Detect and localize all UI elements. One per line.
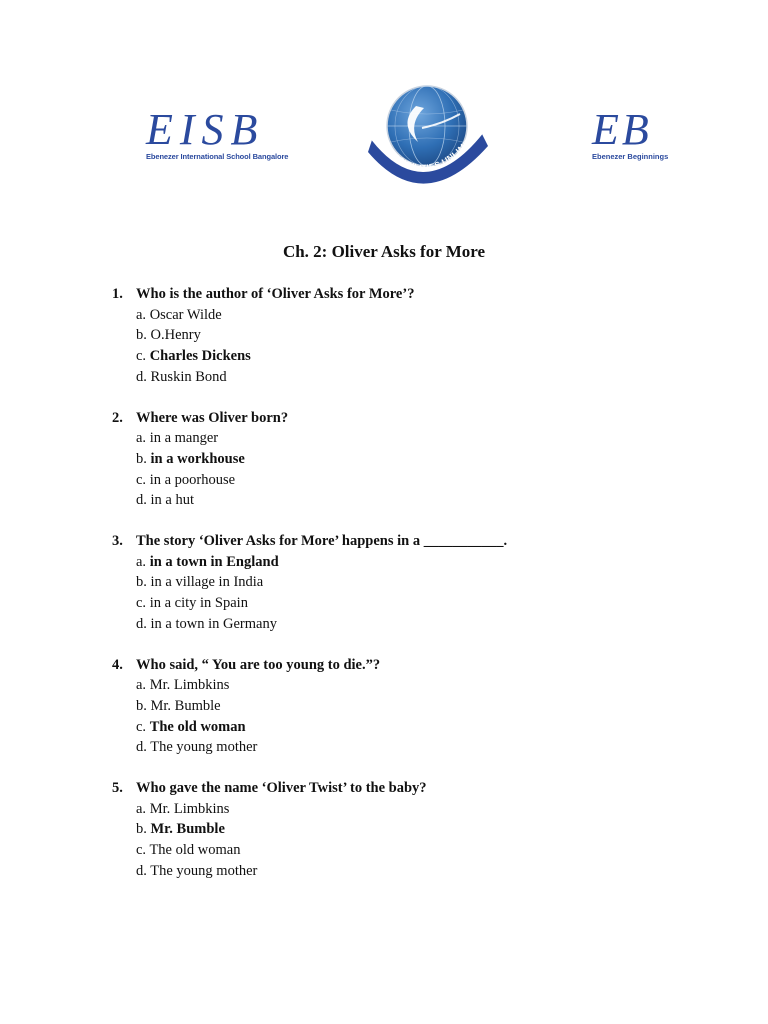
option-text: Mr. Limbkins <box>149 677 230 694</box>
option-letter: c. <box>136 471 147 488</box>
question-line <box>112 655 712 676</box>
answer-option <box>112 428 712 449</box>
answer-option-correct <box>112 449 712 470</box>
question-item <box>112 778 712 882</box>
option-letter: d. <box>136 368 147 385</box>
question-number: 3. <box>112 533 123 550</box>
option-text: The young mother <box>150 739 258 756</box>
answer-option-correct <box>112 346 712 367</box>
answer-option <box>112 367 712 388</box>
option-text: in a workhouse <box>150 450 245 467</box>
answer-option <box>112 840 712 861</box>
question-number: 4. <box>112 656 123 673</box>
answer-option <box>112 675 712 696</box>
answer-option-correct <box>112 717 712 738</box>
answer-option <box>112 614 712 635</box>
option-letter: d. <box>136 492 147 509</box>
question-item <box>112 284 712 388</box>
question-item <box>112 408 712 512</box>
option-text: The young mother <box>150 862 258 879</box>
option-text: in a poorhouse <box>149 471 236 488</box>
option-text: in a city in Spain <box>149 595 248 612</box>
option-text: Oscar Wilde <box>149 306 222 323</box>
option-letter: d. <box>136 739 147 756</box>
eisb-logo <box>146 105 306 161</box>
option-text: O.Henry <box>150 327 201 344</box>
option-text: in a hut <box>150 492 194 509</box>
option-text: in a town in Germany <box>150 615 277 632</box>
option-letter: b. <box>136 327 147 344</box>
answer-option-correct <box>112 552 712 573</box>
answer-option <box>112 325 712 346</box>
option-letter: a. <box>136 677 147 694</box>
option-text: Charles Dickens <box>149 348 251 365</box>
option-text: Ruskin Bond <box>150 368 227 385</box>
page-title: Ch. 2: Oliver Asks for More <box>282 242 486 261</box>
option-letter: c. <box>136 842 147 859</box>
option-letter: c. <box>136 595 147 612</box>
question-number: 5. <box>112 780 123 797</box>
question-number: 2. <box>112 409 123 426</box>
option-letter: d. <box>136 862 147 879</box>
option-text: Mr. Bumble <box>150 821 225 838</box>
option-text: The old woman <box>149 718 246 735</box>
question-line <box>112 284 712 305</box>
question-line <box>112 531 712 552</box>
option-letter: c. <box>136 348 147 365</box>
answer-option-correct <box>112 819 712 840</box>
option-letter: b. <box>136 697 147 714</box>
answer-option <box>112 572 712 593</box>
question-list <box>112 284 712 902</box>
answer-option <box>112 737 712 758</box>
answer-option <box>112 861 712 882</box>
option-letter: a. <box>136 306 147 323</box>
option-letter: a. <box>136 800 147 817</box>
answer-option <box>112 305 712 326</box>
question-item <box>112 531 712 635</box>
globe-emblem <box>364 84 490 196</box>
eb-logo <box>592 105 692 161</box>
option-text: Mr. Bumble <box>150 697 221 714</box>
answer-option <box>112 799 712 820</box>
option-letter: d. <box>136 615 147 632</box>
option-text: in a village in India <box>150 574 264 591</box>
option-text: in a manger <box>149 430 219 447</box>
question-text: The story ‘Oliver Asks for More’ happens in a ___________. <box>136 533 508 550</box>
option-letter: b. <box>136 450 147 467</box>
question-text: Who gave the name ‘Oliver Twist’ to the baby? <box>136 780 427 797</box>
globe-icon <box>364 84 490 196</box>
option-text: in a town in England <box>149 553 279 570</box>
option-letter: c. <box>136 718 147 735</box>
option-text: The old woman <box>149 842 241 859</box>
answer-option <box>112 593 712 614</box>
eb-logo-letters: EB <box>592 105 652 154</box>
eb-logo-subtitle: Ebenezer Beginnings <box>592 152 669 161</box>
question-line <box>112 778 712 799</box>
question-text: Who is the author of ‘Oliver Asks for More’? <box>136 286 415 302</box>
eisb-logo-letters: EISB <box>146 105 265 154</box>
answer-option <box>112 696 712 717</box>
answer-option <box>112 490 712 511</box>
option-text: Mr. Limbkins <box>149 800 230 817</box>
option-letter: b. <box>136 821 147 838</box>
option-letter: a. <box>136 553 147 570</box>
question-item <box>112 655 712 759</box>
question-line <box>112 408 712 429</box>
answer-option <box>112 470 712 491</box>
question-text: Where was Oliver born? <box>136 409 289 426</box>
option-letter: b. <box>136 574 147 591</box>
option-letter: a. <box>136 430 147 447</box>
eisb-logo-subtitle: Ebenezer International School Bangalore <box>146 152 289 161</box>
question-text: Who said, “ You are too young to die.”? <box>136 656 381 673</box>
ribbon-text: POSSIBILITIES UNLIMITE <box>381 131 478 173</box>
question-number: 1. <box>112 286 123 302</box>
